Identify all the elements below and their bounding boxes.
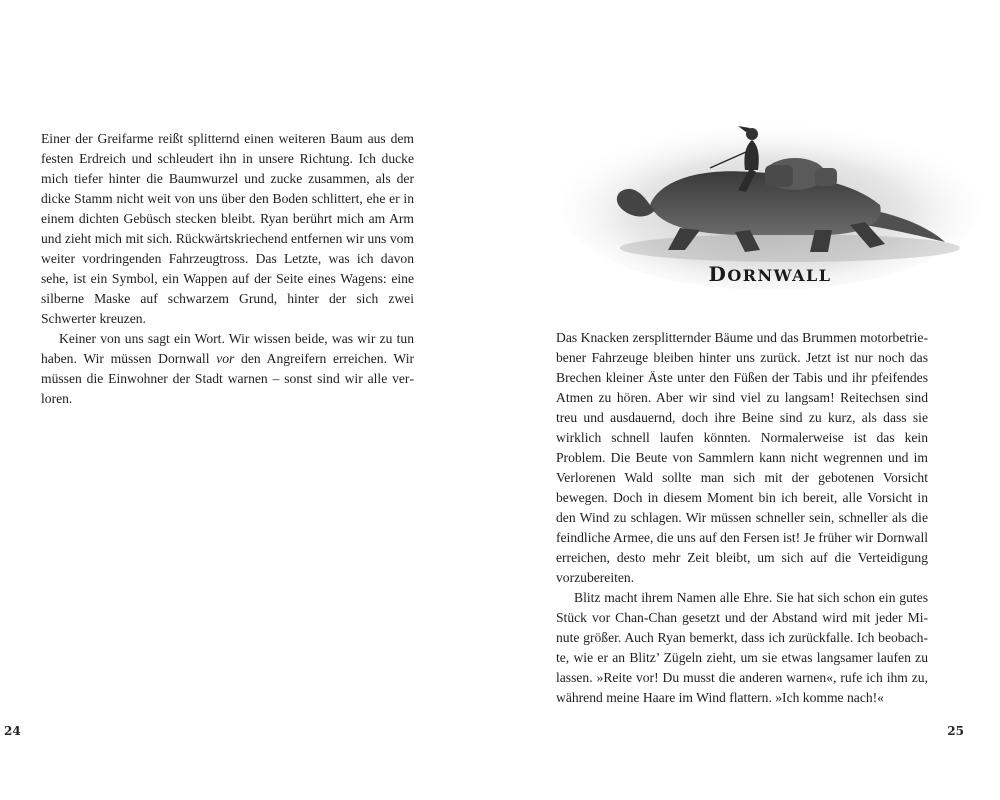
paragraph: [556, 588, 928, 708]
page-number: 24: [4, 724, 21, 738]
text-run: Das Knacken zersplitternder Bäume und das Brummen motorbetriebener Fahrzeuge bleiben hinter uns zurück. Jetzt ist nur noch das Brechen kleiner Äste unter den Füßen der Tabis und ihr pfeifendes Atmen zu hören. Aber wir sind viel zu langsam! Reitechsen sind treu und ausdauernd, doch ihre Beine sind zu kurz, als dass sie wirklich schnell laufen könnten. Normalerweise ist das kein Problem. Die Beute von Sammlern kann nicht wegrennen und im Verlorenen Wald sollte man sich mit der gebotenen Vorsicht bewegen. Doch in diesem Moment bin ich bereit, alle Vorsicht in den Wind zu schlagen. Wir müssen schneller sein, schneller als die feindliche Armee, die uns auf den Fersen ist! Je früher wir Dornwall erreichen, desto mehr Zeit bleibt, um sich auf die Verteidigung vorzubereiten.: [556, 330, 928, 585]
text-run: Keiner von uns sagt ein Wort. Wir wissen beide, was wir zu tun haben. Wir müssen Dornwall: [41, 331, 414, 366]
text-run: Blitz macht ihrem Namen alle Ehre. Sie hat sich schon ein gutes Stück vor Chan-Chan gesetzt und der Abstand wird mit jeder Minute größer. Auch Ryan bemerkt, dass ich zurückfalle. Ich beobachte, wie er an Blitz’ Zügeln zieht, um sie etwas langsamer laufen zu lassen. »Reite vor! Du musst die anderen warnen«, rufe ich ihm zu, während meine Haare im Wind flattern. »Ich komme nach!«: [556, 590, 928, 705]
paragraph: [556, 328, 928, 588]
text-run: Einer der Greifarme reißt splitternd einen weiteren Baum aus dem festen Erdreich und schleudert ihn in unsere Richtung. Ich ducke mich tiefer hinter die Baumwurzel und zucke zusammen, als der dicke Stamm nicht weit von uns über den Boden schlittert, ehe er in einem dichten Gebüsch stecken bleibt. Ryan berührt mich am Arm und zieht mich mit sich. Rückwärtskriechend entfernen wir uns vom weiter vordringenden Fahrzeugtross. Das Letzte, was ich davon sehe, ist ein Symbol, ein Wappen auf der Seite eines Wagens: eine silberne Maske auf schwarzem Grund, hinter der sich zwei Schwerter kreuzen.: [41, 131, 414, 326]
right-page: [500, 0, 1000, 800]
chapter-title: [580, 262, 960, 286]
right-page-text: [556, 328, 928, 708]
emphasis-text: vor: [216, 351, 235, 366]
page-number: 25: [947, 724, 964, 738]
left-page-text: [41, 129, 414, 409]
paragraph: [41, 329, 414, 409]
chapter-title-initial: D: [708, 262, 728, 286]
chapter-title-rest: ORNWALL: [727, 266, 832, 285]
text-run: den Angreifern erreichen. Wir müssen die Einwohner der Stadt warnen – sonst sind wir alle verloren.: [41, 351, 415, 406]
paragraph: [41, 129, 414, 329]
